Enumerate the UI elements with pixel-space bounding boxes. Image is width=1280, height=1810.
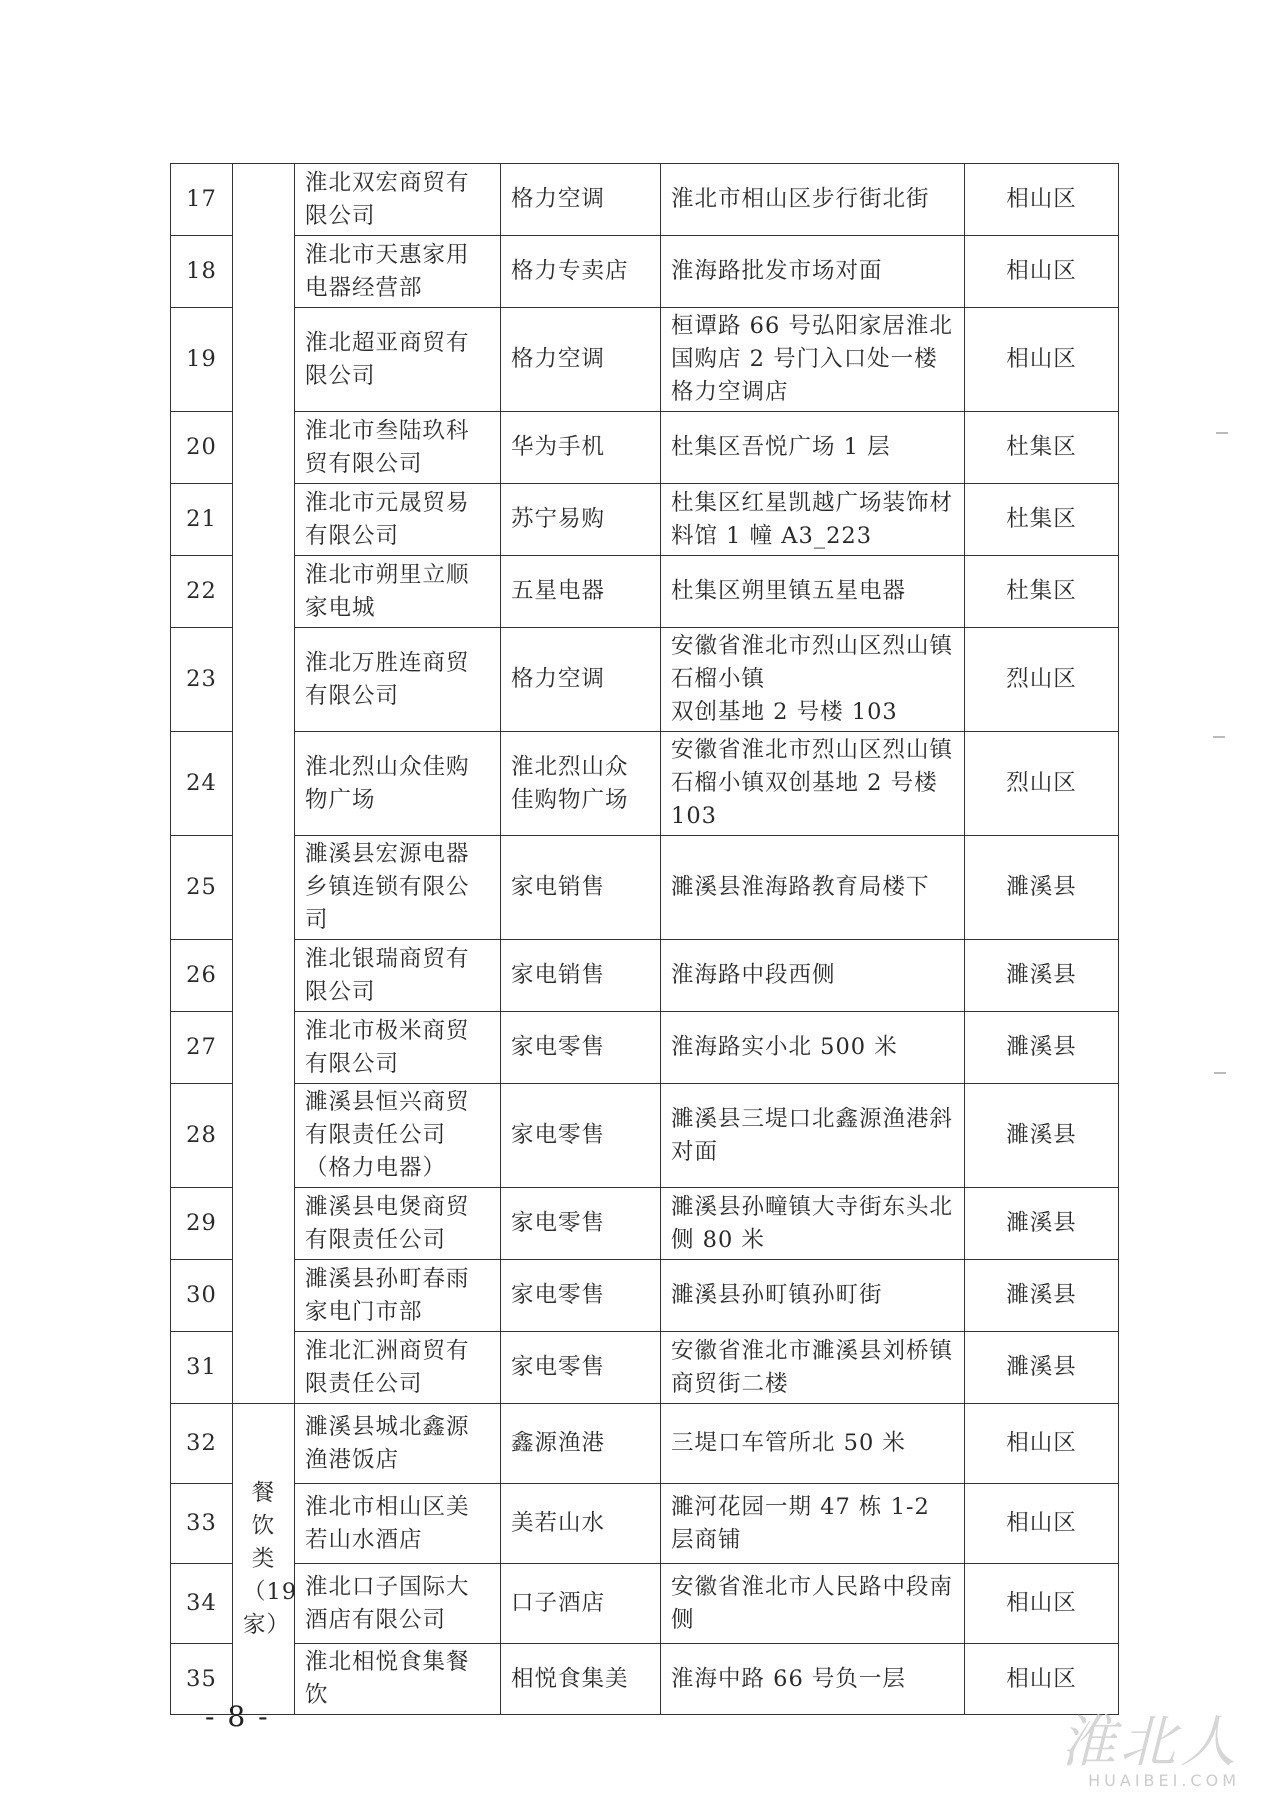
- table-row: [171, 1012, 1119, 1084]
- merchant-district: 濉溪县: [965, 836, 1119, 940]
- row-number: 20: [171, 412, 233, 484]
- merchant-address: 杜集区吾悦广场 1 层: [661, 412, 965, 484]
- merchant-brand: 家电销售: [501, 940, 661, 1012]
- merchant-address: 淮海中路 66 号负一层: [661, 1644, 965, 1715]
- merchant-name: 淮北市极米商贸有限公司: [295, 1012, 501, 1084]
- table-row: [171, 940, 1119, 1012]
- row-number: 30: [171, 1260, 233, 1332]
- merchant-district: 相山区: [965, 1404, 1119, 1484]
- category-cell-empty: [233, 164, 295, 1404]
- table-row: [171, 412, 1119, 484]
- row-number: 19: [171, 308, 233, 412]
- table-row: [171, 484, 1119, 556]
- merchant-name: 淮北银瑞商贸有限公司: [295, 940, 501, 1012]
- table-row: [171, 1484, 1119, 1564]
- merchant-district: 濉溪县: [965, 1012, 1119, 1084]
- merchant-name: 淮北烈山众佳购物广场: [295, 732, 501, 836]
- row-number: 27: [171, 1012, 233, 1084]
- merchant-brand: 淮北烈山众佳购物广场: [501, 732, 661, 836]
- merchant-brand: 苏宁易购: [501, 484, 661, 556]
- merchant-name: 淮北双宏商贸有限公司: [295, 164, 501, 236]
- merchant-district: 杜集区: [965, 484, 1119, 556]
- watermark-script: 淮北人: [1060, 1710, 1240, 1775]
- merchant-district: 濉溪县: [965, 1260, 1119, 1332]
- merchant-brand: 相悦食集美: [501, 1644, 661, 1715]
- merchant-district: 烈山区: [965, 732, 1119, 836]
- merchant-district: 濉溪县: [965, 1188, 1119, 1260]
- table-row: [171, 1084, 1119, 1188]
- site-watermark: [1060, 1710, 1240, 1790]
- merchant-brand: 鑫源渔港: [501, 1404, 661, 1484]
- merchant-brand: 家电零售: [501, 1260, 661, 1332]
- merchant-address: 三堤口车管所北 50 米: [661, 1404, 965, 1484]
- merchant-name: 淮北市天惠家用电器经营部: [295, 236, 501, 308]
- row-number: 28: [171, 1084, 233, 1188]
- merchant-brand: 格力空调: [501, 628, 661, 732]
- merchant-district: 濉溪县: [965, 940, 1119, 1012]
- merchant-brand: 家电零售: [501, 1012, 661, 1084]
- table-row: [171, 1188, 1119, 1260]
- scan-mark: [1216, 432, 1228, 434]
- merchant-address: 淮海路中段西侧: [661, 940, 965, 1012]
- merchant-district: 相山区: [965, 308, 1119, 412]
- merchant-address: 淮北市相山区步行街北街: [661, 164, 965, 236]
- merchant-address: 桓谭路 66 号弘阳家居淮北国购店 2 号门入口处一楼格力空调店: [661, 308, 965, 412]
- merchant-district: 相山区: [965, 1564, 1119, 1644]
- merchant-address: 淮海路批发市场对面: [661, 236, 965, 308]
- row-number: 26: [171, 940, 233, 1012]
- table-row: [171, 164, 1119, 236]
- merchant-table-body: [171, 164, 1119, 1715]
- row-number: 22: [171, 556, 233, 628]
- merchant-table: [170, 163, 1119, 1715]
- merchant-brand: 五星电器: [501, 556, 661, 628]
- merchant-brand: 家电零售: [501, 1188, 661, 1260]
- row-number: 17: [171, 164, 233, 236]
- merchant-brand: 家电零售: [501, 1332, 661, 1404]
- row-number: 33: [171, 1484, 233, 1564]
- row-number: 35: [171, 1644, 233, 1715]
- merchant-name: 淮北市元晟贸易有限公司: [295, 484, 501, 556]
- table-row: [171, 1332, 1119, 1404]
- merchant-address: 杜集区朔里镇五星电器: [661, 556, 965, 628]
- merchant-brand: 口子酒店: [501, 1564, 661, 1644]
- merchant-name: 濉溪县恒兴商贸有限责任公司（格力电器）: [295, 1084, 501, 1188]
- table-row: [171, 1404, 1119, 1484]
- row-number: 23: [171, 628, 233, 732]
- merchant-district: 杜集区: [965, 412, 1119, 484]
- merchant-name: 淮北市相山区美若山水酒店: [295, 1484, 501, 1564]
- merchant-brand: 家电销售: [501, 836, 661, 940]
- row-number: 34: [171, 1564, 233, 1644]
- merchant-brand: 美若山水: [501, 1484, 661, 1564]
- row-number: 25: [171, 836, 233, 940]
- row-number: 29: [171, 1188, 233, 1260]
- table-row: [171, 556, 1119, 628]
- merchant-address: 濉溪县三堤口北鑫源渔港斜对面: [661, 1084, 965, 1188]
- row-number: 24: [171, 732, 233, 836]
- merchant-name: 淮北口子国际大酒店有限公司: [295, 1564, 501, 1644]
- category-cell-catering: 餐饮类（19家）: [233, 1404, 295, 1715]
- merchant-name: 濉溪县孙町春雨家电门市部: [295, 1260, 501, 1332]
- row-number: 18: [171, 236, 233, 308]
- merchant-address: 安徽省淮北市烈山区烈山镇石榴小镇 双创基地 2 号楼 103: [661, 628, 965, 732]
- merchant-district: 濉溪县: [965, 1084, 1119, 1188]
- row-number: 31: [171, 1332, 233, 1404]
- watermark-url: HUAIBEI.COM: [1088, 1771, 1240, 1790]
- table-row: [171, 308, 1119, 412]
- table-row: [171, 1564, 1119, 1644]
- merchant-brand: 华为手机: [501, 412, 661, 484]
- merchant-name: 濉溪县宏源电器乡镇连锁有限公司: [295, 836, 501, 940]
- table-row: [171, 1260, 1119, 1332]
- merchant-address: 安徽省淮北市濉溪县刘桥镇商贸街二楼: [661, 1332, 965, 1404]
- row-number: 21: [171, 484, 233, 556]
- merchant-district: 濉溪县: [965, 1332, 1119, 1404]
- merchant-address: 濉溪县孙町镇孙町街: [661, 1260, 965, 1332]
- merchant-brand: 格力空调: [501, 308, 661, 412]
- merchant-district: 相山区: [965, 1644, 1119, 1715]
- merchant-address: 濉溪县孙疃镇大寺街东头北侧 80 米: [661, 1188, 965, 1260]
- merchant-name: 淮北超亚商贸有限公司: [295, 308, 501, 412]
- scan-mark: [1213, 736, 1225, 738]
- merchant-brand: 格力专卖店: [501, 236, 661, 308]
- table-row: [171, 732, 1119, 836]
- merchant-name: 淮北市叁陆玖科贸有限公司: [295, 412, 501, 484]
- merchant-brand: 家电零售: [501, 1084, 661, 1188]
- merchant-name: 濉溪县电煲商贸有限责任公司: [295, 1188, 501, 1260]
- merchant-address: 安徽省淮北市人民路中段南侧: [661, 1564, 965, 1644]
- merchant-district: 杜集区: [965, 556, 1119, 628]
- merchant-address: 濉溪县淮海路教育局楼下: [661, 836, 965, 940]
- merchant-address: 淮海路实小北 500 米: [661, 1012, 965, 1084]
- merchant-district: 烈山区: [965, 628, 1119, 732]
- merchant-district: 相山区: [965, 164, 1119, 236]
- merchant-address: 杜集区红星凯越广场装饰材料馆 1 幢 A3_223: [661, 484, 965, 556]
- row-number: 32: [171, 1404, 233, 1484]
- table-row: [171, 236, 1119, 308]
- merchant-name: 淮北万胜连商贸有限公司: [295, 628, 501, 732]
- page-number: - 8 -: [205, 1700, 270, 1733]
- merchant-name: 淮北市朔里立顺家电城: [295, 556, 501, 628]
- scan-mark: [1214, 1072, 1226, 1074]
- merchant-name: 濉溪县城北鑫源渔港饭店: [295, 1404, 501, 1484]
- merchant-district: 相山区: [965, 1484, 1119, 1564]
- merchant-brand: 格力空调: [501, 164, 661, 236]
- merchant-name: 淮北相悦食集餐饮: [295, 1644, 501, 1715]
- merchant-address: 安徽省淮北市烈山区烈山镇石榴小镇双创基地 2 号楼 103: [661, 732, 965, 836]
- table-row: [171, 628, 1119, 732]
- table-row: [171, 836, 1119, 940]
- merchant-district: 相山区: [965, 236, 1119, 308]
- merchant-address: 濉河花园一期 47 栋 1-2 层商铺: [661, 1484, 965, 1564]
- merchant-name: 淮北汇洲商贸有限责任公司: [295, 1332, 501, 1404]
